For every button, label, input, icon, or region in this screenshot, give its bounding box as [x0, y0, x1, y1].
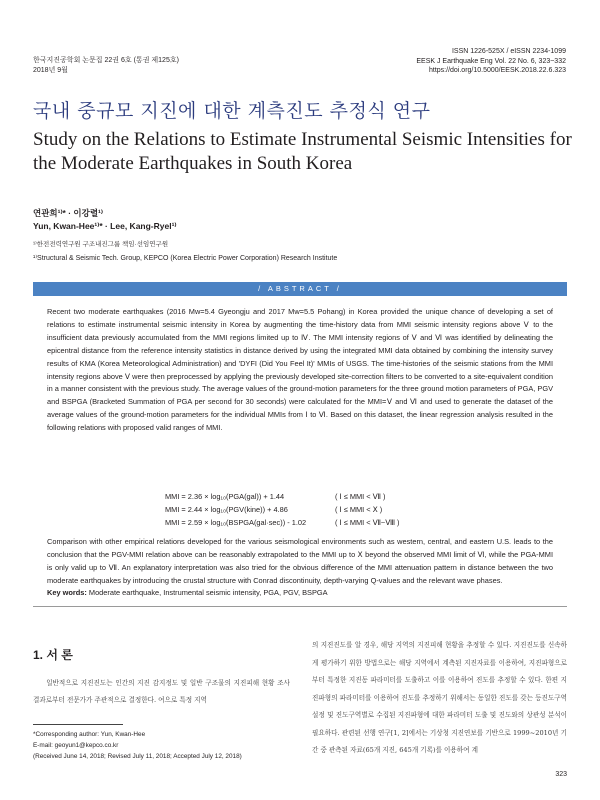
- journal-date-ko: 2018년 9월: [33, 66, 68, 74]
- abstract-paragraph-2: Comparison with other empirical relations developed for the various seismological environments such as western, central, and eastern U.S. leads to the conclusion that the PGV-MMI relation above can be reasonably extrapolated to the MMI up to Ⅹ beyond the observed MMI limit of Ⅵ, while the PGA-MMI is only valid up to Ⅶ. An explanatory interpretation was also tried for the obvious difference of the MMI attenuation pattern in distance between the two moderate earthquakes by introducing the crustal structure with Conrad discontinuity, depth-varying Q-values and the relevant wave phases.: [47, 537, 553, 585]
- journal-name-ko: 한국지진공학회 논문집 22권 6호 (통권 제125호): [33, 57, 179, 64]
- authors-english: Yun, Kwan-Hee¹⁾* · Lee, Kang-Ryel¹⁾: [33, 221, 177, 231]
- body-column-right: 의 지진진도를 알 경우, 해당 지역의 지진피해 현황을 추정할 수 있다. 지진진도를 신속하게 평가하기 위한 방법으로는 해당 지역에서 계측된 지진자료를 이용하여, 지진파형으로부터 특정한 지진동 파라미터를 도출하고 이를 이용하여 진도를 추정할 수 있다. 한편 지진파형의 파라미터를 이용하여 진도를 추정하기 위해서는 동일한 진도를 갖는 등진도구역 설정 및 진도구역별로 수집된 지진파형에 대한 파라미터 도출 및 진도와의 상관성 분석이 필요하다. 관련된 선행 연구[1, 2]에서는 기상청 지진연보를 기반으로 1999~2010년 기간 중 관측된 자료(65개 지진, 645개 기록)를 이용하여 계: [312, 641, 567, 754]
- received-dates: (Received June 14, 2018; Revised July 11, 2018; Accepted July 12, 2018): [33, 753, 242, 760]
- equation-row: [165, 516, 399, 529]
- authors-korean: 연관희¹⁾* · 이강렬¹⁾: [33, 208, 103, 218]
- equation-range: ( Ⅰ ≤ MMI < Ⅹ ): [335, 505, 383, 514]
- author-email[interactable]: E-mail: geoyun1@kepco.co.kr: [33, 742, 119, 749]
- issn: ISSN 1226-525X / eISSN 2234-1099: [451, 48, 566, 55]
- journal-header-left: [33, 56, 179, 75]
- affiliation-korean: ¹⁾한전전력연구원 구조내진그룹 책임·선임연구원: [33, 241, 169, 248]
- keywords: [47, 588, 553, 597]
- doi-link[interactable]: https://doi.org/10.5000/EESK.2018.22.6.323: [429, 67, 566, 74]
- section-title: 1. 서 론: [33, 648, 73, 662]
- title-english: Study on the Relations to Estimate Instrumental Seismic Intensities for the Moderate Earthquakes in South Korea: [33, 129, 572, 174]
- abstract-paragraph-1: Recent two moderate earthquakes (2016 Mw=5.4 Gyeongju and 2017 Mw=5.5 Pohang) in Korea provided the unique chance of developing a set of relations to estimate instrumental seismic intensity in Korea by augmenting the time-history data from MMI seismic intensity regions above Ⅴ to the insufficient data previously accumulated from the MMI regions limited up to Ⅳ. The MMI intensity regions of Ⅴ and Ⅵ was identified by delineating the epicentral distance from the reference intensity statistics in distance derived by using the integrated MMI data obtained by combining the intensity survey results of KMA (Korea Meteorological Administration) and 'DYFI (Did You Feel It)' MMIs of USGS. The time-histories of the seismic stations from the MMI intensity regions above Ⅴ were then preprocessed by applying the previously developed site-correction filters to be converted to a site-equivalent condition in a manner consistent with the previous study. The average values of the ground-motion parameters for the three ground motion parameters of PGA, PGV and BSPGA (Bracketed Summation of PGA per second for 30 seconds) were calculated for the MMI=Ⅴ and Ⅵ and used to generate the dataset of the average values of the ground-motion parameters for the individual MMIs from Ⅰ to Ⅵ. Based on this dataset, the linear regression analysis resulted in the following relations with proposed valid ranges of MMI.: [47, 307, 553, 433]
- equation-range: ( Ⅰ ≤ MMI < Ⅶ ): [335, 492, 386, 501]
- journal-volume: EESK J Earthquake Eng Vol. 22 No. 6, 323~332: [416, 57, 566, 65]
- title-korean: 국내 중규모 지진에 대한 계측진도 추정식 연구: [33, 100, 431, 122]
- page-number: 323: [555, 771, 567, 778]
- body-column-left: [33, 675, 290, 709]
- equation-row: [165, 490, 399, 503]
- footnote: [33, 729, 293, 762]
- affiliation-english: ¹⁾Structural & Seismic Tech. Group, KEPCO (Korea Electric Power Corporation) Research Institute: [33, 255, 338, 262]
- equation-block: [165, 490, 399, 529]
- section-divider: [33, 606, 567, 607]
- footnote-divider: [33, 724, 123, 725]
- equation-formula: MMI = 2.44 × log₁₀(PGV(kine)) + 4.86: [165, 505, 288, 514]
- equation-row: [165, 503, 399, 516]
- corresponding-author: *Corresponding author: Yun, Kwan-Hee: [33, 731, 146, 738]
- equation-formula: MMI = 2.36 × log₁₀(PGA(gal)) + 1.44: [165, 492, 285, 501]
- keywords-list: Moderate earthquake, Instrumental seismic intensity, PGA, PGV, BSPGA: [88, 588, 328, 597]
- keywords-label: Key words:: [47, 588, 87, 597]
- equation-range: ( Ⅰ ≤ MMI < Ⅶ~Ⅷ ): [335, 518, 400, 527]
- equation-formula: MMI = 2.59 × log₁₀(BSPGA(gal·sec)) - 1.02: [165, 518, 307, 527]
- journal-header-right: [416, 47, 566, 76]
- abstract-heading-bar: / ABSTRACT /: [33, 282, 567, 296]
- body-paragraph: 일반적으로 지진진도는 인간의 지진 감지정도 및 일반 구조물의 지진피해 현황 조사결과로부터 전문가가 주관적으로 결정한다. 여으로 특정 지역: [33, 679, 290, 704]
